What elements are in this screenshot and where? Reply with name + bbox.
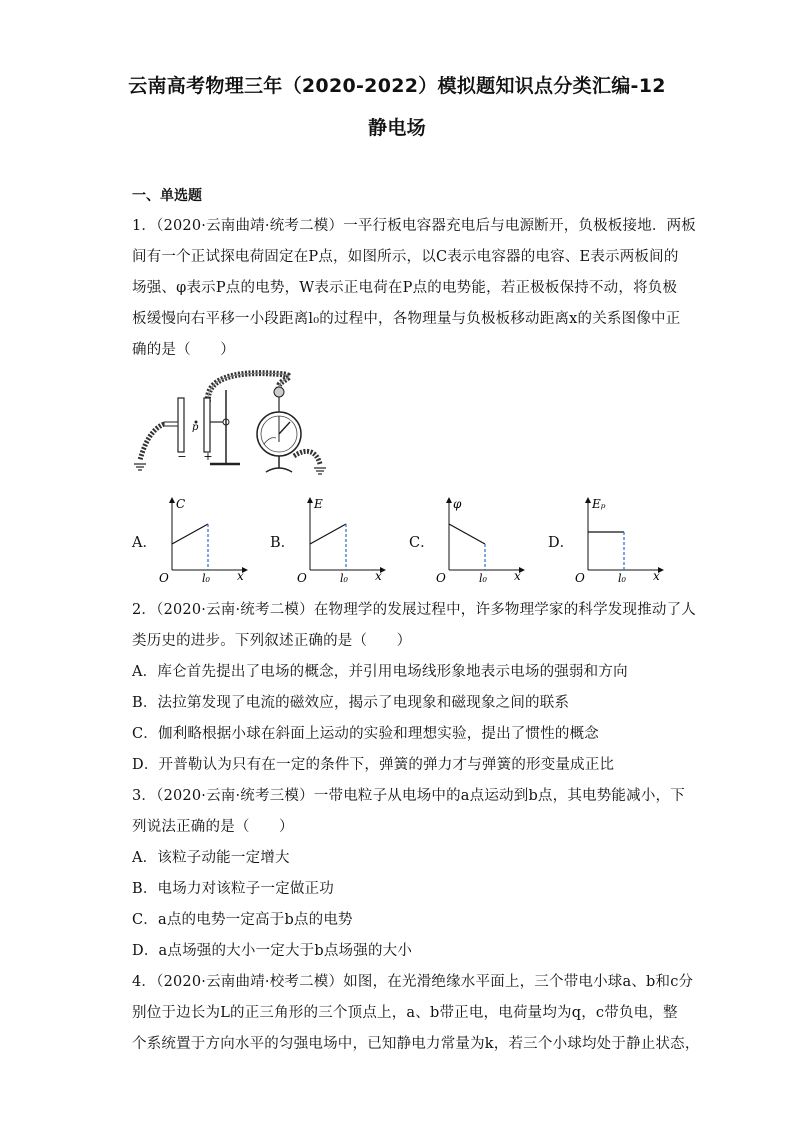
q1-line4: 板缓慢向右平移一小段距离l₀的过程中，各物理量与负极板移动距离x的关系图像中正	[132, 311, 681, 327]
point-p-label: p	[192, 422, 199, 433]
q1-option-c-letter: C．	[409, 535, 435, 551]
q3-option-a: A．该粒子动能一定增大	[132, 850, 290, 866]
q1-a-l0: l₀	[202, 572, 210, 584]
q1-c-l0: l₀	[479, 572, 487, 584]
capacitor-electroscope-figure	[130, 360, 350, 478]
q2-option-b: B．法拉第发现了电流的磁效应，揭示了电现象和磁现象之间的联系	[132, 695, 570, 711]
q1-line2: 间有一个正试探电荷固定在P点，如图所示，以C表示电容器的电容、E表示两板间的	[132, 249, 679, 265]
q1-a-ylabel: C	[176, 497, 186, 511]
q1-b-ylabel: E	[314, 497, 323, 511]
q4-line3: 个系统置于方向水平的匀强电场中，已知静电力常量为k，若三个小球均处于静止状态，	[132, 1036, 700, 1052]
q2-option-c: C．伽利略根据小球在斜面上运动的实验和理想实验，提出了惯性的概念	[132, 726, 599, 742]
q2-option-a: A．库仑首先提出了电场的概念，并引用电场线形象地表示电场的强弱和方向	[132, 664, 628, 680]
q3-line1: 3．（2020·云南·统考三模）一带电粒子从电场中的a点运动到b点，其电势能减小，下	[132, 788, 685, 804]
q3-option-d: D．a点场强的大小一定大于b点场强的大小	[132, 943, 413, 959]
q2-line1: 2．（2020·云南·统考二模）在物理学的发展过程中，许多物理学家的科学发现推动了人	[132, 602, 696, 618]
q3-line2: 列说法正确的是（ ）	[132, 819, 294, 835]
q1-line5: 确的是（ ）	[132, 342, 235, 358]
q1-option-a-graph	[155, 494, 255, 584]
q1-option-a-letter: A．	[132, 535, 157, 551]
q2-option-d: D．开普勒认为只有在一定的条件下，弹簧的弹力才与弹簧的形变量成正比	[132, 757, 615, 773]
q1-c-xlabel: x	[514, 569, 521, 583]
q2-line2: 类历史的进步。下列叙述正确的是（ ）	[132, 633, 412, 649]
document-title-line1: 云南高考物理三年（2020-2022）模拟题知识点分类汇编-12	[128, 75, 666, 97]
document-title-line2: 静电场	[368, 117, 426, 139]
q1-a-xlabel: x	[237, 569, 244, 583]
q1-b-xlabel: x	[375, 569, 382, 583]
q1-line1: 1．（2020·云南曲靖·统考二模）一平行板电容器充电后与电源断开，负极板接地．两板	[132, 218, 696, 234]
plus-sign: +	[203, 450, 213, 463]
q1-d-l0: l₀	[618, 572, 626, 584]
section-heading: 一、单选题	[132, 188, 202, 204]
minus-sign: −	[177, 450, 187, 463]
q1-d-ylabel: Eₚ	[592, 497, 606, 511]
q1-a-origin: O	[159, 571, 169, 584]
q1-line3: 场强、φ表示P点的电势，W表示正电荷在P点的电势能，若正极板保持不动，将负极	[132, 280, 678, 296]
q4-line2: 别位于边长为L的正三角形的三个顶点上，a、b带正电，电荷量均为q，c带负电，整	[132, 1005, 678, 1021]
q1-c-ylabel: φ	[453, 497, 462, 511]
q1-option-b-graph	[293, 494, 393, 584]
q1-option-b-letter: B．	[270, 535, 296, 551]
q1-b-origin: O	[297, 571, 307, 584]
q1-d-origin: O	[575, 571, 585, 584]
q1-b-l0: l₀	[340, 572, 348, 584]
q1-option-c-graph	[432, 494, 532, 584]
q4-line1: 4．（2020·云南曲靖·校考二模）如图，在光滑绝缘水平面上，三个带电小球a、b和c分	[132, 974, 694, 990]
q1-option-d-letter: D．	[548, 535, 575, 551]
q1-d-xlabel: x	[653, 569, 660, 583]
q1-option-d-graph	[571, 494, 671, 584]
q1-c-origin: O	[436, 571, 446, 584]
q3-option-b: B．电场力对该粒子一定做正功	[132, 881, 334, 897]
q3-option-c: C．a点的电势一定高于b点的电势	[132, 912, 353, 928]
